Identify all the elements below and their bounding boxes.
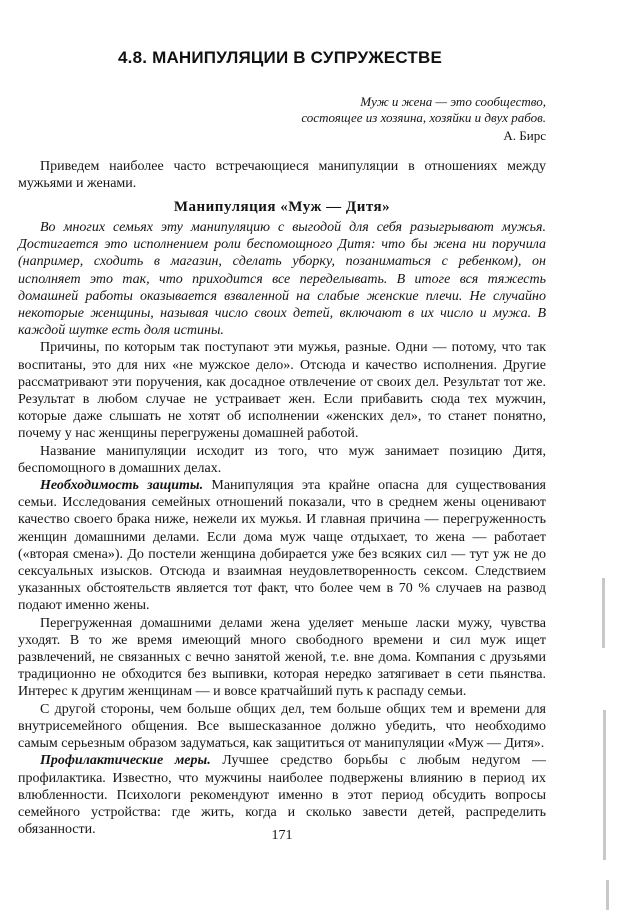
epigraph xyxy=(186,94,546,126)
scan-edge-mark xyxy=(606,880,609,910)
paragraph-shared-time: С другой стороны, чем больше общих дел, тем больше общих тем и времени для внутрисемейного общения. Все вышесказанное должно убедить, что необходимо самым серьезным образом задуматься, как защититься от манипуляции «Муж — Дитя». xyxy=(18,701,546,752)
paragraph-prevention-lead: Профилактические меры. xyxy=(40,753,211,769)
paragraph-prevention-text: Лучшее средство борьбы с любым недугом — профилактика. Известно, что мужчины наиболее подвержены влиянию в период их влюбленности. Психологи рекомендуют именно в этот период обсудить вопросы семейного устройства: где жить, когда и сколько завести детей, распределить обязанности. xyxy=(18,753,546,838)
epigraph-author: А. Бирс xyxy=(503,128,546,143)
intro-block xyxy=(18,158,546,192)
intro-paragraph: Приведем наиболее часто встречающиеся манипуляции в отношениях между мужьями и женами. xyxy=(18,159,546,192)
page-number: 171 xyxy=(271,828,293,843)
book-page xyxy=(18,0,546,916)
scan-edge-mark xyxy=(602,578,605,648)
paragraph-causes: Причины, по которым так поступают эти мужья, разные. Одни — потому, что так воспитаны, это для них «не мужское дело». Отсюда и качество исполнения. Другие рассматривают эти поручения, как досадное отвлечение от своих дел. Результат тот же. Результат в любом случае не устраивает жен. Если прибавить сюда тех мужчин, которые даже слышать не хотят об исполнении «женских дел», то станет понятно, почему у нас женщины перегружены домашней работой. xyxy=(18,340,546,442)
paragraph-protection xyxy=(18,477,546,615)
paragraph-protection-text: Манипуляция эта крайне опасна для существования семьи. Исследования семейных отношений показали, что в среднем жены оценивают качество своего брака ниже, нежели их мужья. И главная причина — перегруженность женщин домашними делами. Если дома муж чаще отдыхает, то жена — работает («вторая смена»). До постели женщина добирается уже без всяких сил — тут уж не до сексуальных изысков. Отсюда и взаимная неудовлетворенность сексом. Следствием указанных обстоятельств является тот факт, что более чем в 70 % случаев на развод подают именно жены. xyxy=(18,478,546,614)
paragraph-protection-lead: Необходимость защиты. xyxy=(40,478,204,494)
chapter-title: 4.8. МАНИПУЛЯЦИИ В СУПРУЖЕСТВЕ xyxy=(118,48,442,67)
italic-paragraph: Во многих семьях эту манипуляцию с выгодой для себя разыгрывают мужья. Достигается это исполнением роли беспомощного Дитя: что бы жена ни поручила (например, сходить в магазин, сделать уборку, позаниматься с ребенком), он исполняет это так, что приходится все переделывать. В итоге вся тяжесть домашней работы оказывается взваленной на слабые женские плечи. Не случайно некоторые женщины, называя число своих детей, включают в их число и мужа. В каждой шутке есть доля истины. xyxy=(18,220,546,339)
scan-edge-mark xyxy=(603,710,606,860)
paragraph-prevention xyxy=(18,752,546,838)
body-text xyxy=(18,219,546,838)
paragraph-name-origin: Название манипуляции исходит из того, что муж занимает позицию Дитя, беспомощного в домашних делах. xyxy=(18,443,546,476)
epigraph-line-2: состоящее из хозяина, хозяйки и двух рабов. xyxy=(301,110,546,125)
paragraph-overloaded-wife: Перегруженная домашними делами жена уделяет меньше ласки мужу, чувства уходят. В то же время имеющий много свободного времени и сил муж ищет развлечений, не связанных с вечно занятой женой, т.е. вне дома. Компания с друзьями традиционно не обходится без выпивки, которая нередко затягивает в сети пьянства. Интерес к другим женщинам — и вовсе кратчайший путь к распаду семьи. xyxy=(18,615,546,700)
section-heading: Манипуляция «Муж — Дитя» xyxy=(173,199,391,215)
epigraph-line-1: Муж и жена — это сообщество, xyxy=(360,94,546,109)
